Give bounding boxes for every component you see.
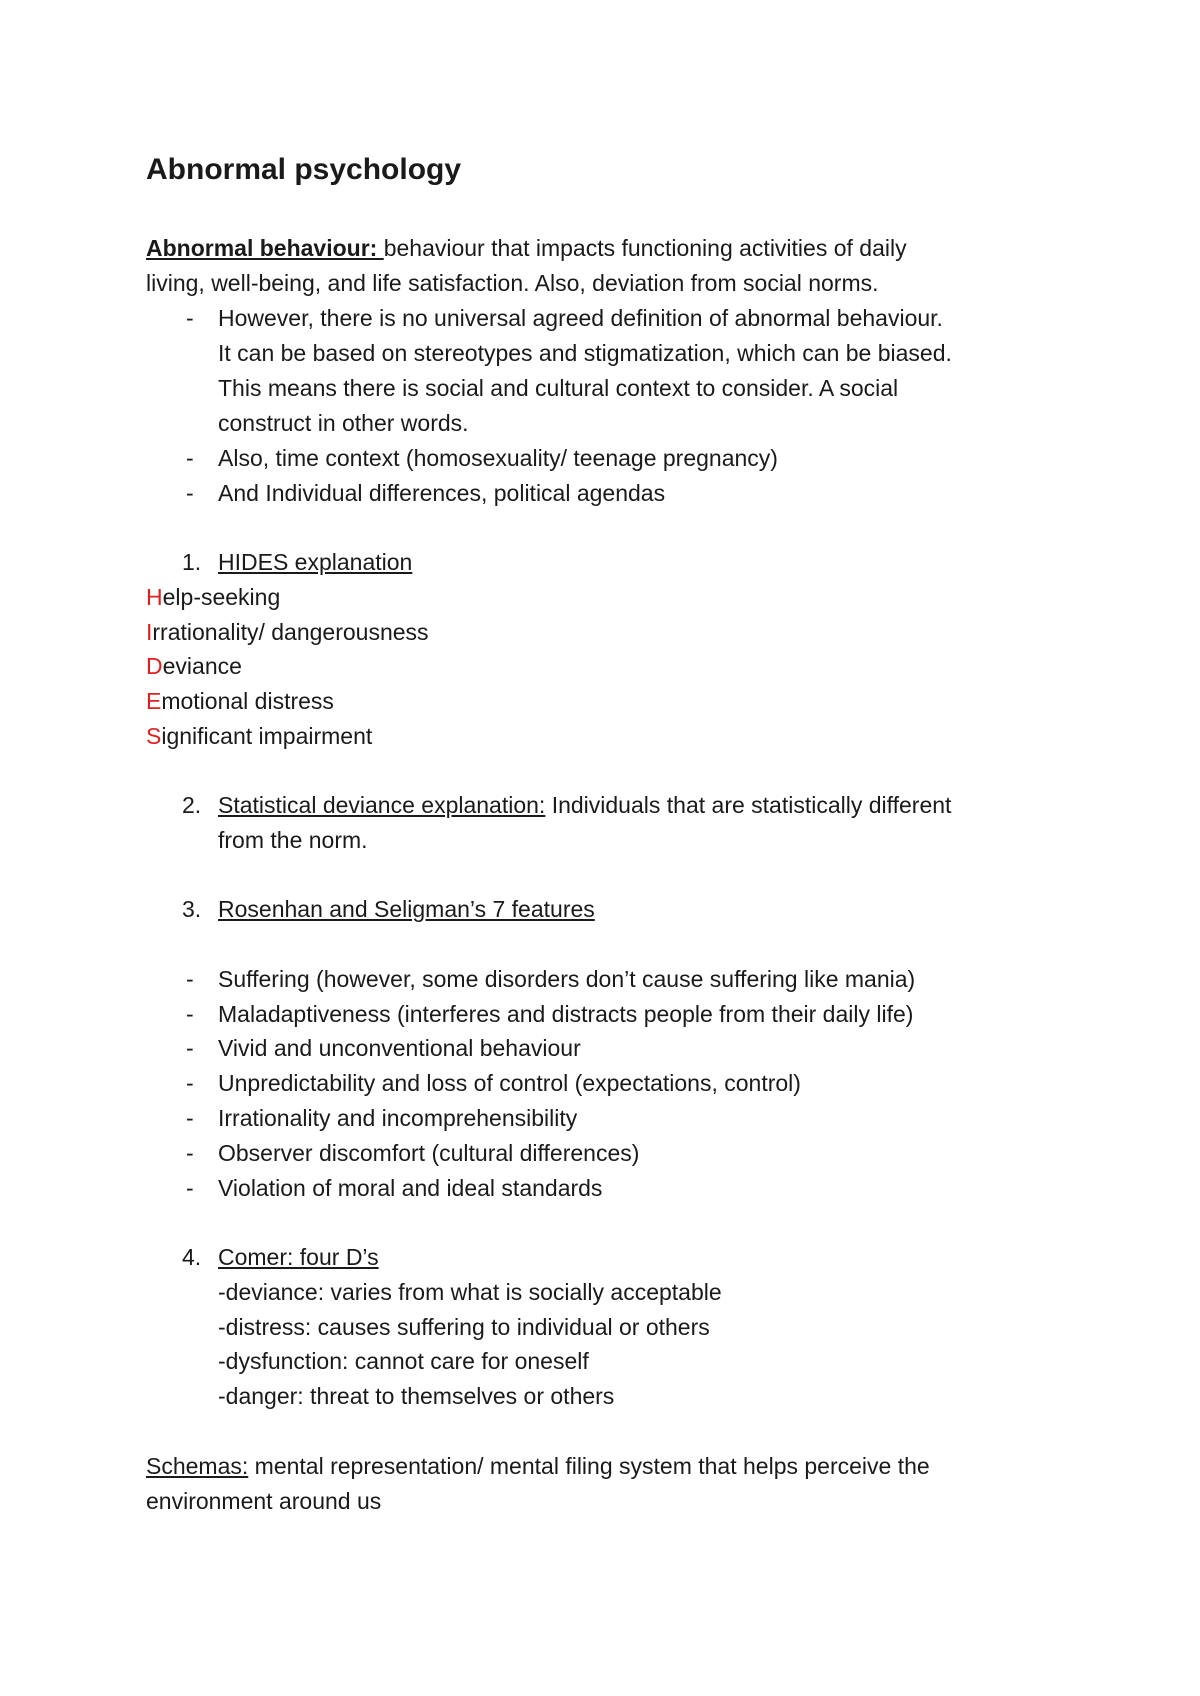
comer-item: -danger: threat to themselves or others <box>218 1383 615 1409</box>
hides-item-text: rrationality/ dangerousness <box>152 619 429 645</box>
hides-item-text: elp-seeking <box>162 584 281 610</box>
intro-line-2: living, well-being, and life satisfaction. Also, deviation from social norms. <box>146 270 879 296</box>
schemas-line-2: environment around us <box>146 1488 382 1514</box>
hides-initial: I <box>146 619 153 645</box>
hides-item <box>146 651 242 681</box>
feature-item: Suffering (however, some disorders don’t cause suffering like mania) <box>218 966 916 992</box>
bullet-text: Also, time context (homosexuality/ teenage pregnancy) <box>218 445 778 471</box>
hides-initial: S <box>146 723 162 749</box>
bullet-marker: - <box>186 1105 194 1131</box>
comer-item: -dysfunction: cannot care for oneself <box>218 1348 589 1374</box>
hides-initial: E <box>146 688 162 714</box>
bullet-marker: - <box>186 1035 194 1061</box>
schemas-line-1 <box>146 1451 930 1481</box>
list-number: 1. <box>182 549 202 575</box>
page-title: Abnormal psychology <box>146 153 462 186</box>
rosenhan-heading: Rosenhan and Seligman’s 7 features <box>218 896 595 922</box>
bullet-text: And Individual differences, political agendas <box>218 480 666 506</box>
bullet-marker: - <box>186 1070 194 1096</box>
intro-term: Abnormal behaviour: <box>146 235 384 261</box>
hides-heading: HIDES explanation <box>218 549 413 575</box>
statistical-text: Individuals that are statistically different <box>545 792 952 818</box>
statistical-line-1 <box>218 790 951 820</box>
list-number: 4. <box>182 1244 202 1270</box>
feature-item: Irrationality and incomprehensibility <box>218 1105 578 1131</box>
statistical-line-2: from the norm. <box>218 827 368 853</box>
statistical-heading: Statistical deviance explanation: <box>218 792 546 818</box>
comer-heading: Comer: four D’s <box>218 1244 379 1270</box>
list-number: 2. <box>182 792 202 818</box>
bullet-marker: - <box>186 445 194 471</box>
hides-item-text: eviance <box>162 653 242 679</box>
hides-initial: D <box>146 653 163 679</box>
schemas-text: mental representation/ mental filing system that helps perceive the <box>248 1453 930 1479</box>
bullet-marker: - <box>186 1175 194 1201</box>
bullet-text: However, there is no universal agreed definition of abnormal behaviour. <box>218 305 943 331</box>
feature-item: Observer discomfort (cultural differences) <box>218 1140 640 1166</box>
hides-item <box>146 686 334 716</box>
feature-item: Unpredictability and loss of control (expectations, control) <box>218 1070 801 1096</box>
hides-item <box>146 721 372 751</box>
schemas-term: Schemas: <box>146 1453 249 1479</box>
bullet-marker: - <box>186 1001 194 1027</box>
comer-item: -deviance: varies from what is socially acceptable <box>218 1279 722 1305</box>
bullet-text: construct in other words. <box>218 410 469 436</box>
hides-item <box>146 582 280 612</box>
bullet-marker: - <box>186 305 194 331</box>
bullet-text: This means there is social and cultural context to consider. A social <box>218 375 899 401</box>
bullet-marker: - <box>186 480 194 506</box>
hides-item <box>146 617 429 647</box>
bullet-text: It can be based on stereotypes and stigmatization, which can be biased. <box>218 340 952 366</box>
feature-item: Violation of moral and ideal standards <box>218 1175 603 1201</box>
hides-item-text: motional distress <box>161 688 334 714</box>
list-number: 3. <box>182 896 202 922</box>
intro-line-1 <box>146 233 907 263</box>
hides-initial: H <box>146 584 163 610</box>
feature-item: Vivid and unconventional behaviour <box>218 1035 581 1061</box>
comer-item: -distress: causes suffering to individual or others <box>218 1314 710 1340</box>
intro-text-1: behaviour that impacts functioning activities of daily <box>383 235 907 261</box>
hides-item-text: ignificant impairment <box>161 723 373 749</box>
bullet-marker: - <box>186 1140 194 1166</box>
bullet-marker: - <box>186 966 194 992</box>
feature-item: Maladaptiveness (interferes and distracts people from their daily life) <box>218 1001 914 1027</box>
